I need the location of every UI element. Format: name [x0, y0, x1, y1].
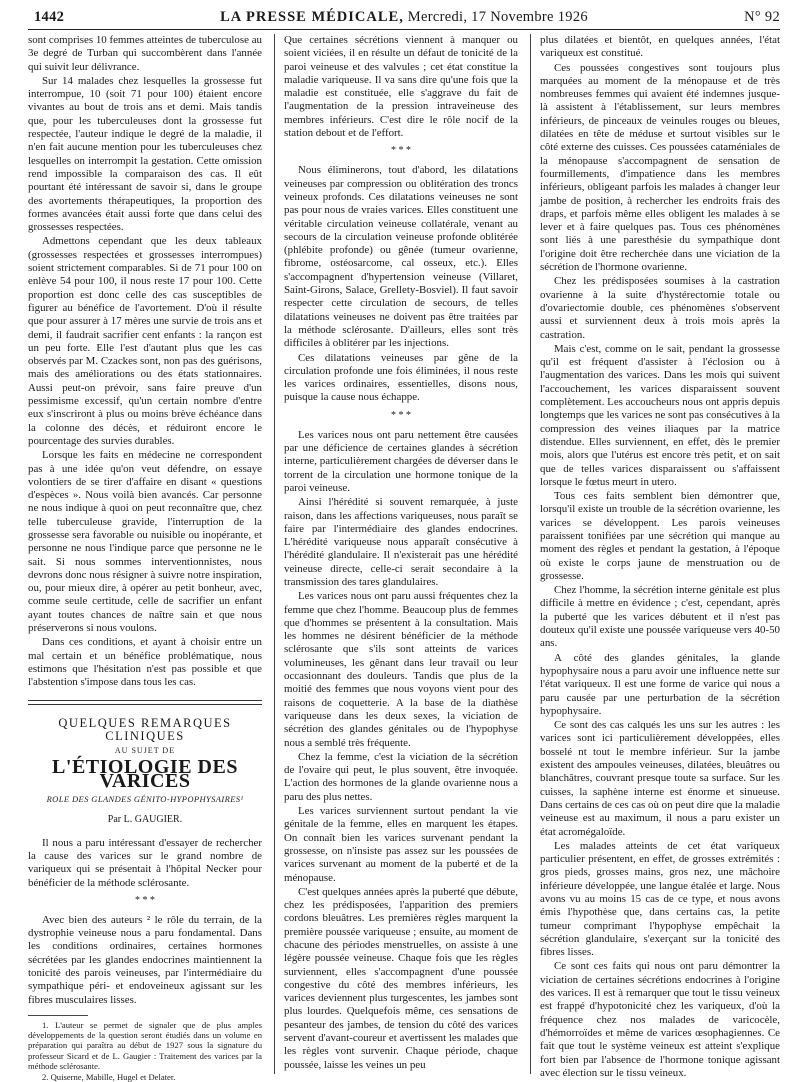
paragraph: C'est quelques années après la puberté que débute, chez les prédisposées, l'apparition des premiers cordons bleuâtres. Les premières règles marquent la première poussée variqueuse ; ensuite, au moment de chacune des périodes menstruelles, on assiste à une légère poussée veineuse. Chaque fois que les règles surviennent, elles s'accompagnent d'une poussée congestive du côté des membres inférieurs, les varices deviennent plus turgescentes, les jambes sont plus lourdes. Quelquefois même, ces sensations de pesanteur des jambes, de tension du côté des varices servent d'avant-coureur et avertissent les malades que les règles vont survenir. Chaque période, chaque poussée, laisse les veines un peu	[284, 885, 518, 1071]
footnote-rule	[28, 1015, 88, 1016]
article-author: Par L. GAUGIER.	[107, 814, 183, 826]
paragraph: Chez la femme, c'est la viciation de la sécrétion de l'ovaire qui peut, le plus souvent, être invoquée. L'action des hormones de la glande ovarienne nous a paru des plus nettes.	[284, 750, 518, 803]
paragraph: plus dilatées et bientôt, en quelques années, l'état variqueux est constitué.	[540, 34, 780, 60]
paragraph: Admettons cependant que les deux tableaux (grossesses respectées et grossesses interrompues) soient strictement comparables. Si de 71 pour 100 on enlève 54 pour 100, il nous reste 17 pour 100. Cette proportion est donc celle des cas susceptibles de figurer au bénéfice de l'avortement. D'où il résulte que pour assurer à 17 mères une survie de trois ans et demi, il faudrait sacrifier cent enfants : la rançon est un peu forte. Elle l'est d'autant plus que les cas observés par M. Czackes sont, non pas des guérisons, mais des améliorations ou des états stationnaires. Aussi peut-on prévoir, sans faire preuve d'un pessimisme excessif, qu'un certain nombre d'entre eux s'inscriront à plus ou moins brève échéance dans la colonne des décès, et réduiront encore le pourcentage des survies durables.	[28, 235, 262, 447]
paragraph: A côté des glandes génitales, la glande hypophysaire nous a paru avoir une influence nette sur l'état variqueux. Il est une forme de varice qui nous a paru causée par une perturbation de la sécrétion hypophysaire.	[540, 651, 780, 717]
asterism: * * *	[135, 894, 155, 906]
paragraph: Sur 14 malades chez lesquelles la grossesse fut interrompue, 10 (soit 71 pour 100) étaient encore vivantes au bout de trois ans et demi. Mais tandis que, pour les tuberculeuses dont la grossesse fut respectée, l'auteur indique le degré de la maladie, il n'en fait aucune mention pour les tuberculeuses chez lesquelles on interrompit la gestation. Cette omission rend impossible la comparaison des cas. Il eût pourtant été intéressant de savoir si, dans le groupe des avortements thérapeutiques, la proportion des formes avancées était aussi forte que dans celui des grossesses respectées.	[28, 74, 262, 234]
heading-double-rule	[28, 700, 262, 705]
paragraph: Chez les prédisposées soumises à la castration ovarienne à la suite d'hystérectomie totale ou d'ovariectomie double, ces phénomènes s'observent aussi et surviennent deux à trois mois après la castration.	[540, 275, 780, 341]
page-number: 1442	[34, 9, 65, 25]
paragraph: Ce sont ces faits qui nous ont paru démontrer la viciation de certaines sécrétions endocrines à l'origine des varices. Il est à remarquer que tout le tissu veineux est frappé d'hypotonicité chez les variqueux, d'où la fréquence chez nos malades de varicocèle, d'hémorroïdes et même de varices œsophagiennes. Ce fait que tout le système veineux est atteint s'explique fort bien par l'absence de l'hormone tonique agissant avec élection sur le tissu veineux.	[540, 960, 780, 1079]
column-divider	[274, 34, 275, 1074]
paragraph: Ces dilatations veineuses par gêne de la circulation profonde une fois éliminées, il nous reste les varices ordinaires, essentielles, disons nous, puisque la cause nous échappe.	[284, 351, 518, 404]
article-kicker: QUELQUES REMARQUES CLINIQUES	[58, 715, 232, 743]
paragraph: Les varices nous ont paru nettement être causées par une déficience de certaines glandes à sécrétion interne, particulièrement chargées de déverser dans le torrent de la circulation une hormone tonique de la paroi veineuse.	[284, 428, 518, 494]
paragraph: Avec bien des auteurs ² le rôle du terrain, de la dystrophie veineuse nous a paru fondamental. Dans les conditions ordinaires, certaines hormones sécrétées par les glandes endocrines maintiennent la tonicité des parois veineuses, par l'intermédiaire du sympathique péri- et endoveineux agissant sur les fibres musculaires lisses.	[28, 913, 262, 1006]
asterism: * * *	[391, 409, 411, 421]
section-separator	[284, 411, 518, 421]
page-header	[28, 5, 780, 27]
paragraph: Ces poussées congestives sont toujours plus marquées au moment de la ménopause et de très nombreuses femmes qui avaient été indemnes jusque-là assistent à l'établissement, sur leurs membres inférieurs, de pinceaux de veinules rouges ou bleues, dilatées en tête de méduse et surtout visibles sur le côté externe des cuisses. Ces poussées cataméniales de la ménopause s'accompagnent de sensation de fourmillements, d'impatience dans les membres inférieurs, obligeant parfois les malades à changer leur jambe de position, à rechercher les endroits frais des draps, et parfois même elles obligent les malades à se lever et à faire quelques pas. Tous ces phénomènes sont liés à une paresthésie du sympathique dont l'origine doit être recherchée dans une viciation de la sécrétion de l'hormone ovarienne.	[540, 61, 780, 274]
issue-date: Mercredi, 17 Novembre 1926	[407, 9, 588, 25]
column-divider	[530, 34, 531, 1074]
paragraph: Mais c'est, comme on le sait, pendant la grossesse qu'il est fréquent d'assister à l'éclosion ou à l'augmentation des varices. Dans les mois qui suivent l'accouchement, les varices disparaissent souvent complètement. Les accoucheurs nous ont appris depuis longtemps que les varices ne sont pas consécutives à la compression des veines iliaques par la matrice distendue. Elles surviennent, en effet, dès le premier mois, alors que l'utérus est encore très petit, et on sait que de telles varices disparaissent ou s'affaissent lorsque le fœtus meurt in utero.	[540, 342, 780, 488]
article-kicker-sub: AU SUJET DE	[114, 746, 176, 756]
paragraph: Les varices surviennent surtout pendant la vie génitale de la femme, elles en marquent les étapes. On connaît bien les varices survenant pendant la grossesse, on n'insiste pas assez sur les poussées de varices survenant au moment de la puberté et de la ménopause.	[284, 805, 518, 884]
paragraph: Il nous a paru intéressant d'essayer de rechercher la cause des varices sur le grand nombre de variqueux qui se présentait à l'hôpital Necker pour bénéficier de la méthode sclérosante.	[28, 836, 262, 889]
column-3	[540, 34, 780, 1079]
paragraph: Chez l'homme, la sécrétion interne génitale est plus difficile à mettre en évidence ; c'est, cependant, après la puberté que les varices débutent et il n'est pas douteux qu'il existe une poussée variqueuse vers 40-50 ans.	[540, 584, 780, 650]
paragraph: Dans ces conditions, et ayant à choisir entre un mal certain et un bénéfice problématique, nous estimons que l'hésitation n'est pas possible et que l'abstention s'impose dans tous les cas.	[28, 636, 262, 689]
paragraph: Les malades atteints de cet état variqueux particulier présentent, en effet, de grosses extrémités : gros pieds, grosses mains, gros nez, une mâchoire inférieure développée, une langue étalée et large. Nous avons vu au moins 15 cas de ce type, et nous avons émis l'hypothèse que, dans certains cas, la petite tumeur comprimant l'hypophyse empêchait la sécrétion glandulaire, s'exerçant sur la tonicité des fibres lisses.	[540, 839, 780, 959]
article-subtitle: ROLE DES GLANDES GÉNITO-HYPOPHYSAIRES¹	[46, 794, 244, 805]
asterism: * * *	[391, 145, 411, 157]
issue-number: N° 92	[744, 9, 780, 25]
paragraph: Lorsque les faits en médecine ne correspondent pas à une idée qu'on veut défendre, on essaye volontiers de se tirer d'affaire en disant « questions d'espèces ». Nous voilà bien avancés. Car personne ne nous indique à quoi on peut reconnaître que, chez telle tuberculeuse gravide, l'interruption de la grossesse sera favorable ou nuisible ou inopérante, et personne ne nous l'indique parce que personne ne le sait. Si nous sommes interventionnistes, nous devrons donc nous résigner à suivre notre inspiration, ou, pour mieux dire, à opérer au petit bonheur, avec, comme seule certitude, celle de sacrifier un enfant ayant toutes chances de naître sain et que nous préserverons si nous voulons.	[28, 449, 262, 635]
article-title: L'ÉTIOLOGIE DES VARICES	[52, 756, 238, 792]
paragraph: sont comprises 10 femmes atteintes de tuberculose au 3e degré de Turban qui succombèrent dans l'année qui suivit leur délivrance.	[28, 34, 262, 73]
footnote: 1. L'auteur se permet de signaler que de plus amples développements de la question seront étudiés dans un volume en préparation qui paraîtra au début de 1927 sous la signature du professeur Sicard et de L. Gaugier : Traitement des varices par la méthode sclérosante.	[28, 1019, 262, 1071]
footnote: 2. Quiserne, Mabille, Hugel et Delater.	[42, 1071, 176, 1082]
paragraph: Que certaines sécrétions viennent à manquer ou soient viciées, il en résulte un défaut de tonicité de la paroi veineuse et des valvules ; cet état constitue la maladie variqueuse. Il va sans dire qu'une fois que la maladie est constituée, elle s'aggrave du fait de l'augmentation de la pression intraveineuse des membres inférieurs. C'est dire le rôle nocif de la station debout et de l'effort.	[284, 34, 518, 140]
column-1	[28, 34, 262, 1082]
section-separator	[28, 896, 262, 906]
paragraph: Ce sont des cas calqués les uns sur les autres : les varices sont ici particulièrement développées, elles bosselé nt tout le membre inférieur. Sur la jambe existent des ampoules veineuses, dilatées, bleuâtres ou blanchâtres, couvrant presque toute sa surface. Sur les cuisses, la saphène interne est énorme et sinueuse. Dans certains de ces cas où on peut dire que la maladie veineuse est au maximum, il nous a paru exister un état acromégaloïde.	[540, 719, 780, 838]
journal-title-line	[28, 9, 780, 26]
paragraph: Les varices nous ont paru aussi fréquentes chez la femme que chez l'homme. Beaucoup plus de femmes que d'hommes se présentent à la consultation. Mais les hommes ne désirent bénéficier de la méthode sclérosante que s'ils sont atteints de varices volumineuses, les gênant dans leur travail ou leur occasionnant des douleurs. Tandis que plus de la moitié des femmes que nous voyons vient pour des raisons de coquetterie. A la base de la diathèse variqueuse dans les deux sexes, la viciation de sécrétion des glandes génitales ou de l'hypophyse nous a semblé très fréquente.	[284, 590, 518, 749]
paragraph: Tous ces faits semblent bien démontrer que, lorsqu'il existe un trouble de la sécrétion ovarienne, les varices se développent. Les parois veineuses paraissent tonifiées par une sécrétion qui manque au moment des règles et pendant la gestation, à l'époque où existe le corps jaune de menstruation ou de grossesse.	[540, 490, 780, 582]
paragraph: Nous éliminerons, tout d'abord, les dilatations veineuses par compression ou oblitération des troncs veineux profonds. Ces dilatations veineuses ne sont pas pour nous de vraies varices. Elles constituent une véritable circulation veineuse collatérale, venant au secours de la circulation veineuse profonde oblitérée (phlébite profonde) ou gênée (tumeur ovarienne, fibrome, ostéosarcome, cal osseux, etc.). Elles s'accompagnent d'hypertension veineuse (Villaret, Saint-Girons, Salace, Grellety-Bosviel). Il faut savoir respecter cette circulation de secours, de telles dilatations veineuses ne doivent pas être traitées par la méthode sclérosante. D'ailleurs, elles sont très difficiles à oblitérer par les injections.	[284, 164, 518, 350]
journal-title: LA PRESSE MÉDICALE,	[220, 9, 404, 25]
column-2	[284, 34, 518, 1074]
paragraph: Ainsi l'hérédité si souvent remarquée, à juste raison, dans les affections variqueuses, nous paraît se faire par l'intermédiaire des glandes endocrines. L'hérédité variqueuse nous apparaît consécutive à l'hérédité glandulaire. Il n'existerait pas une hérédité veineuse directe, celle-ci serait secondaire à la transmission des tares glandulaires.	[284, 496, 518, 588]
article-heading	[28, 700, 262, 827]
header-rule	[28, 29, 780, 30]
section-separator	[284, 146, 518, 156]
